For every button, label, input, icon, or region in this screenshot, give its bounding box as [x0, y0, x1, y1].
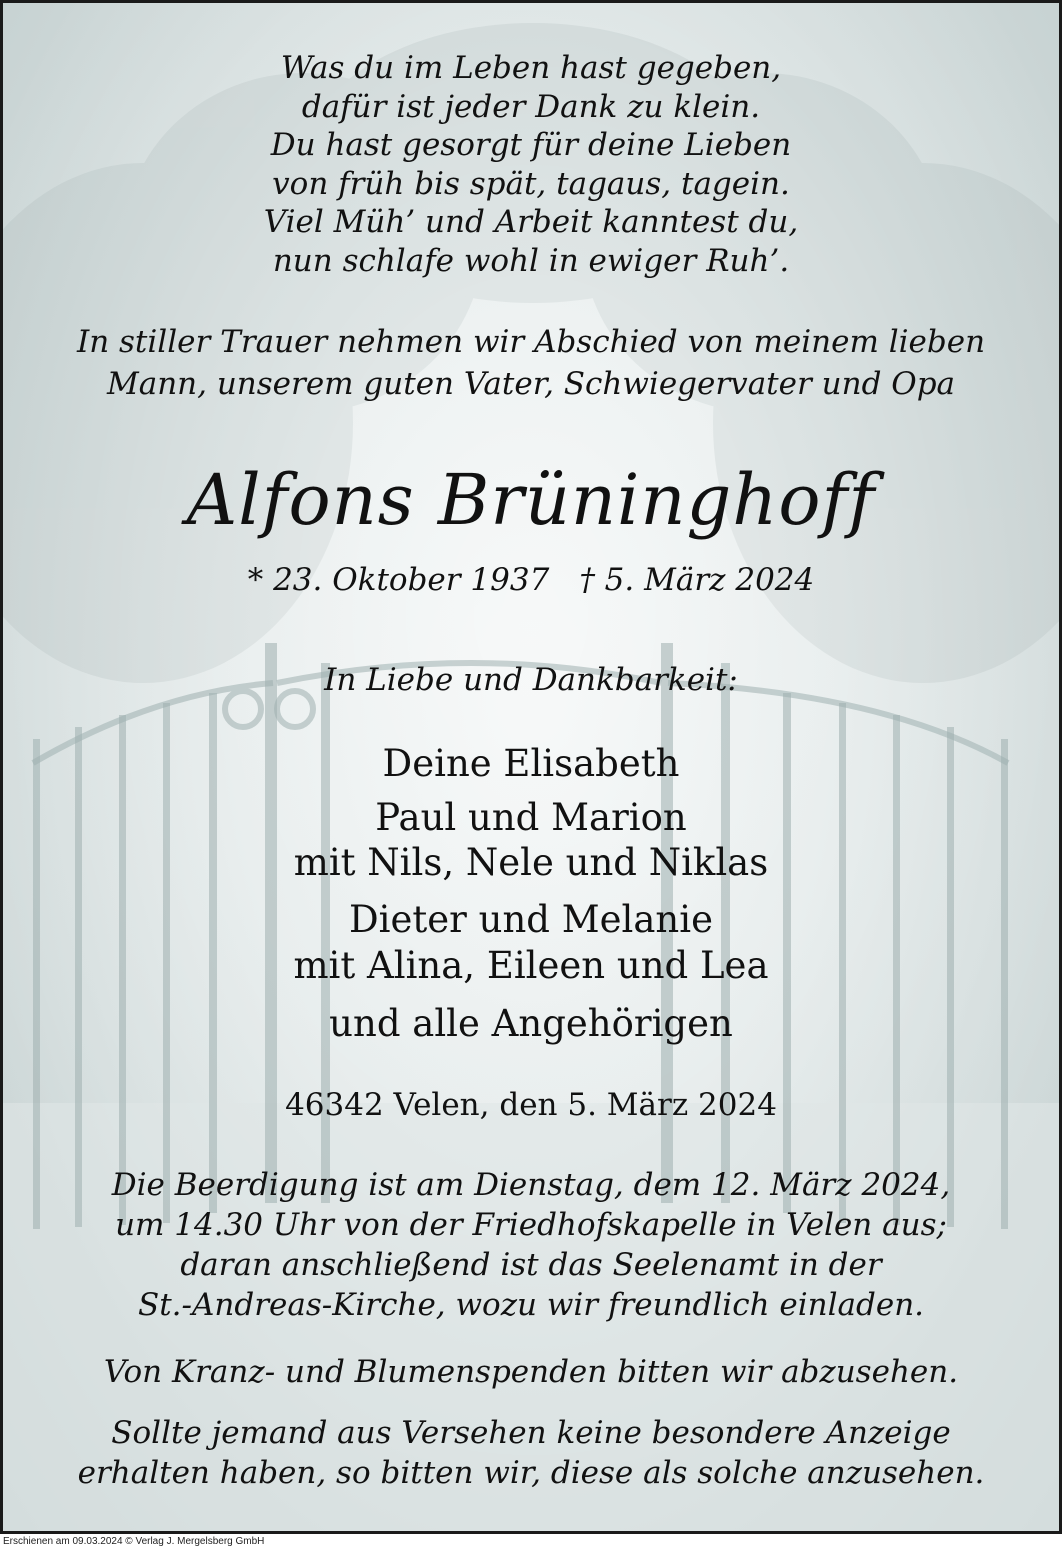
notice-note: [3, 1413, 1059, 1493]
notice-line: Sollte jemand aus Versehen keine besondere Anzeige: [111, 1415, 951, 1451]
poem-line: Du hast gesorgt für deine Lieben: [270, 127, 792, 163]
place-and-date: 46342 Velen, den 5. März 2024: [285, 1087, 777, 1123]
deceased-name: Alfons Brüninghoff: [186, 459, 876, 541]
poem-line: nun schlafe wohl in ewiger Ruh’.: [272, 242, 790, 279]
flowers-note: Von Kranz- und Blumenspenden bitten wir abzusehen.: [103, 1354, 959, 1390]
funeral-line: daran anschließend ist das Seelenamt in der: [180, 1247, 882, 1283]
publication-footer: Erschienen am 09.03.2024 © Verlag J. Mergelsberg GmbH: [3, 1536, 265, 1547]
poem-line: von früh bis spät, tagaus, tagein.: [272, 165, 790, 202]
poem-line: Was du im Leben hast gegeben,: [280, 50, 782, 86]
funeral-line: St.-Andreas-Kirche, wozu wir freundlich einladen.: [137, 1287, 925, 1323]
birth-date: * 23. Oktober 1937: [247, 562, 550, 598]
intro-line: Mann, unserem guten Vater, Schwiegervater und Opa: [106, 366, 956, 402]
family-list: [3, 739, 1059, 1049]
intro-line: In stiller Trauer nehmen wir Abschied von meinem lieben: [76, 324, 986, 360]
poem-line: dafür ist jeder Dank zu klein.: [301, 88, 761, 125]
family-member: Deine Elisabeth: [382, 742, 680, 785]
mourning-intro: [3, 321, 1059, 405]
family-member: mit Alina, Eileen und Lea: [293, 944, 769, 987]
life-dates: [3, 558, 1059, 602]
poem: [3, 49, 1059, 280]
family-member: Paul und Marion: [375, 796, 687, 839]
family-member: Dieter und Melanie: [349, 898, 713, 941]
death-date: † 5. März 2024: [579, 562, 815, 598]
funeral-line: um 14.30 Uhr von der Friedhofskapelle in Velen aus;: [115, 1207, 947, 1243]
family-member: und alle Angehörigen: [329, 1002, 733, 1045]
funeral-line: Die Beerdigung ist am Dienstag, dem 12. März 2024,: [111, 1167, 951, 1203]
notice-line: erhalten haben, so bitten wir, diese als solche anzusehen.: [77, 1455, 985, 1491]
family-member: mit Nils, Nele und Niklas: [293, 841, 769, 884]
poem-line: Viel Müh’ und Arbeit kanntest du,: [263, 204, 799, 240]
dedication: In Liebe und Dankbarkeit:: [324, 662, 738, 698]
funeral-info: [3, 1165, 1059, 1325]
